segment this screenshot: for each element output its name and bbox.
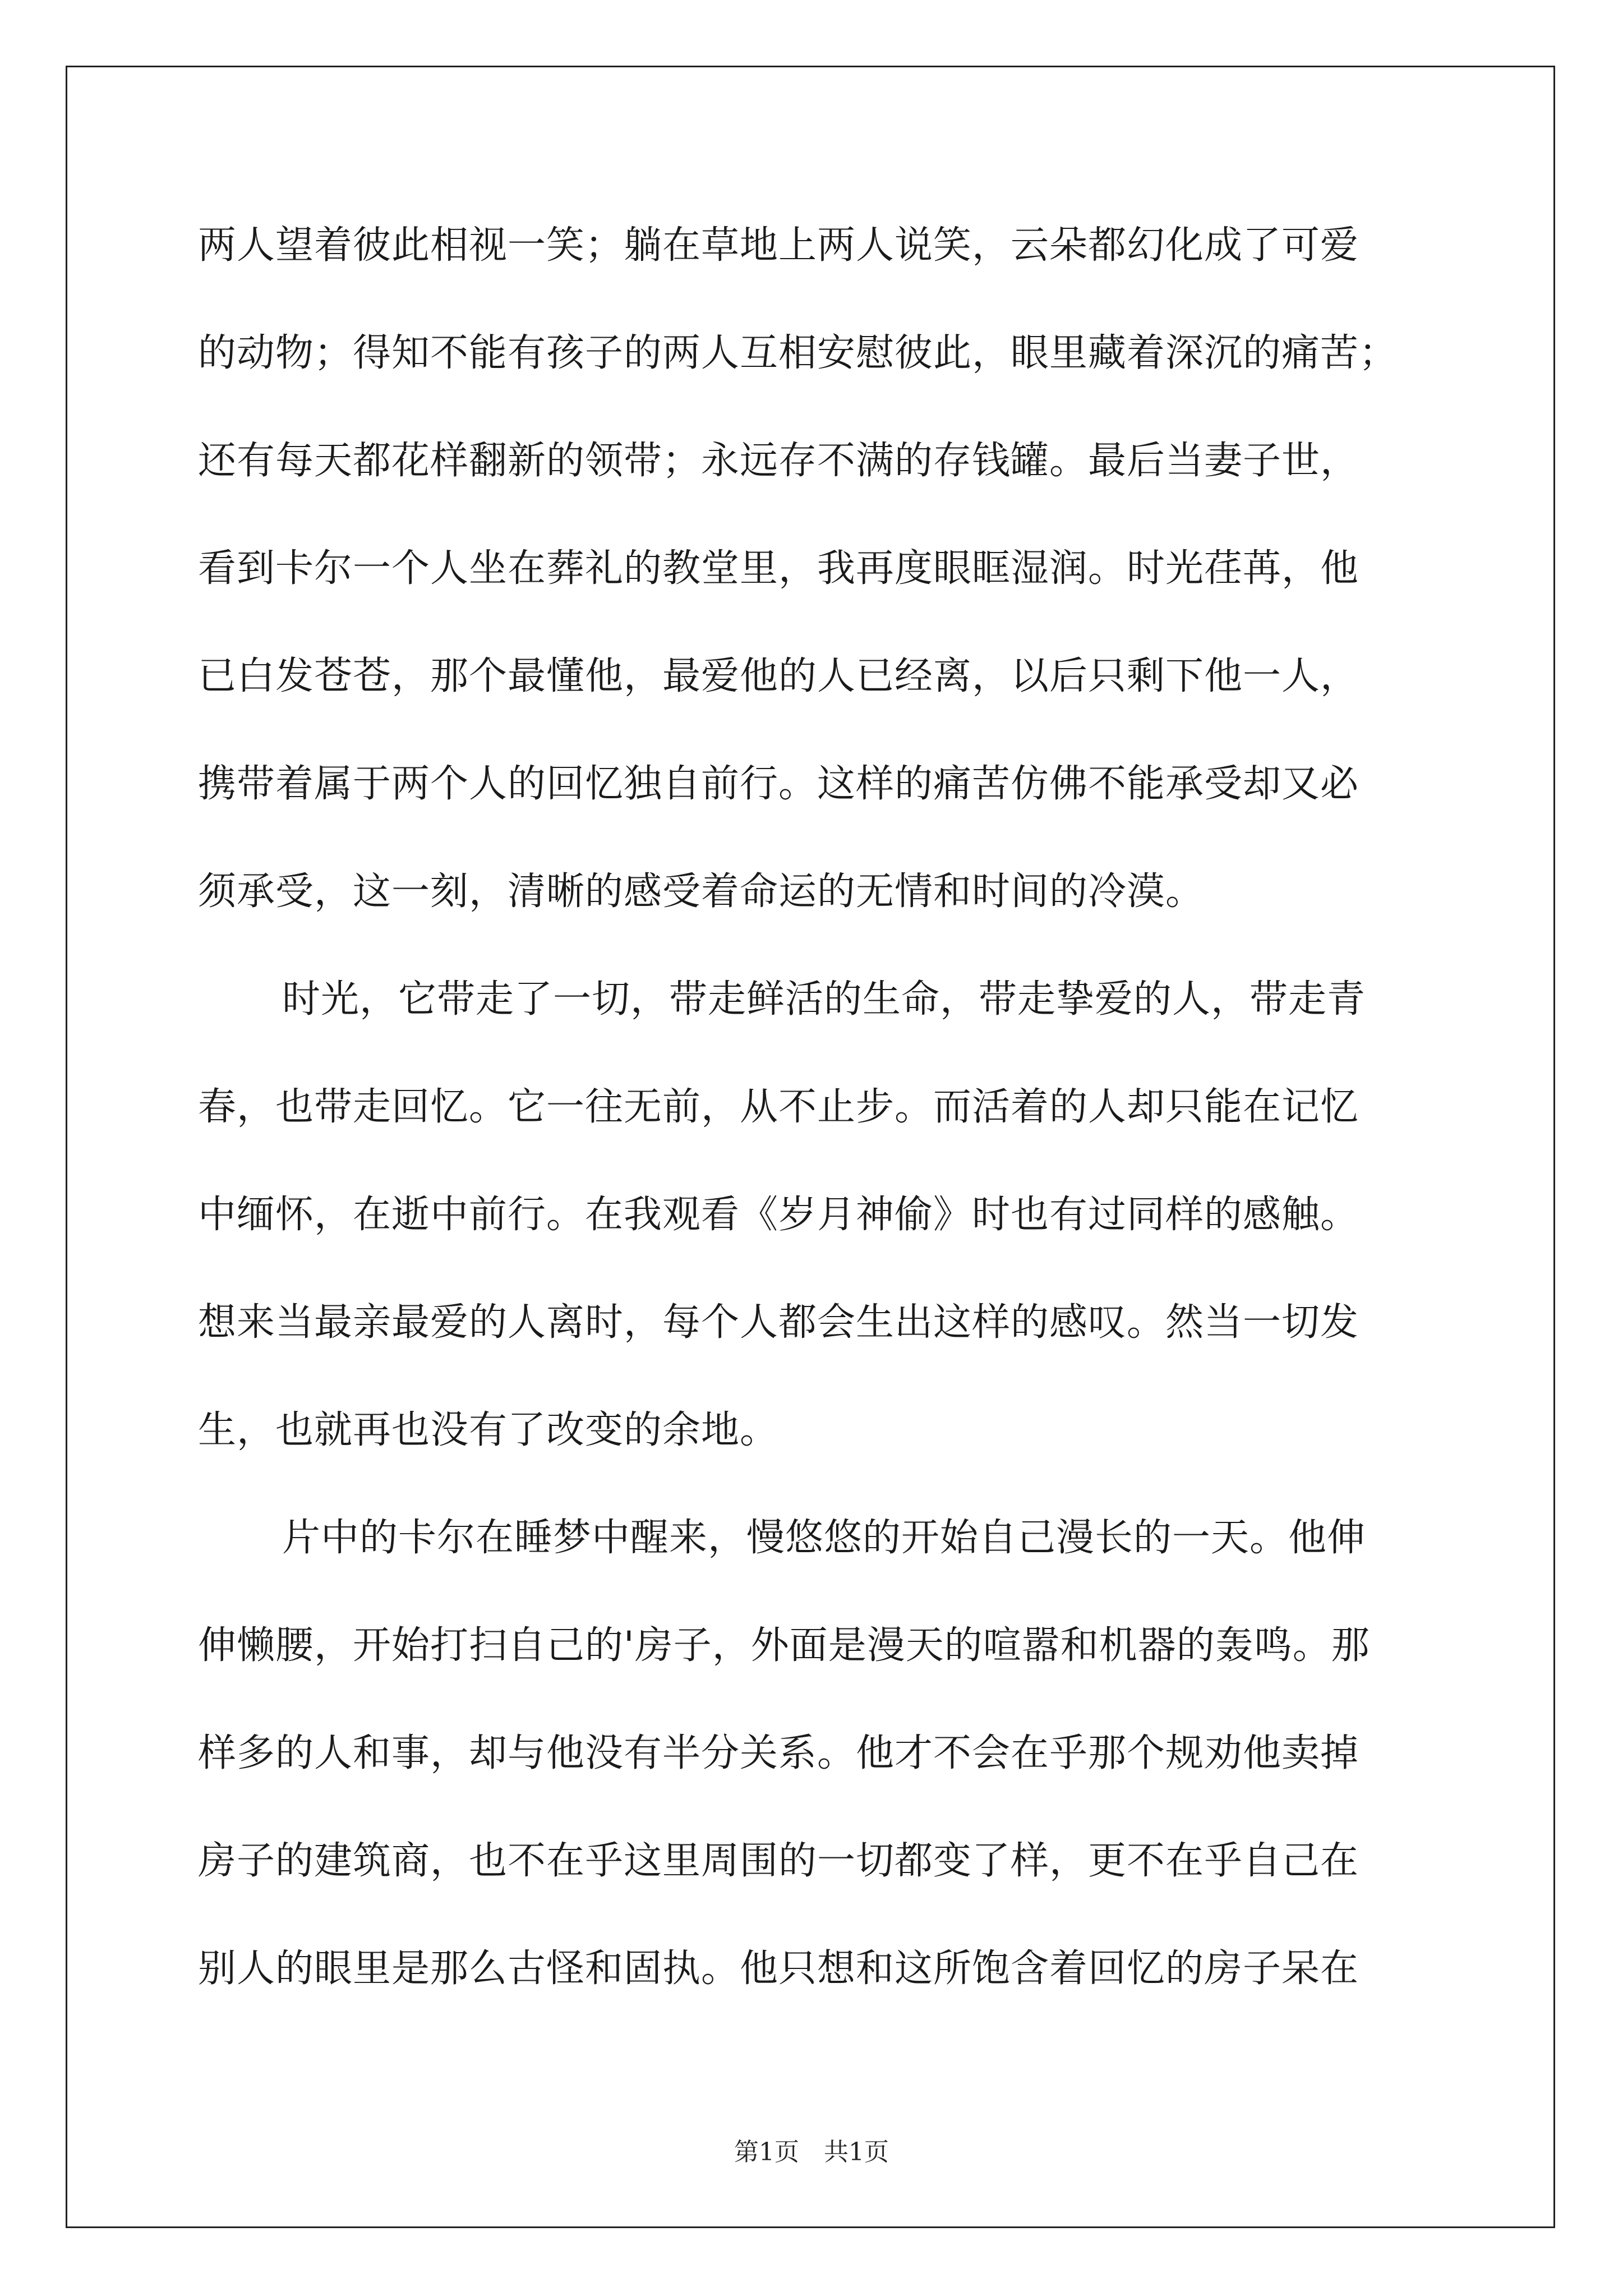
text-line: 已白发苍苍，那个最懂他，最爱他的人已经离，以后只剩下他一人，	[198, 654, 1359, 698]
text-line: 还有每天都花样翻新的领带；永远存不满的存钱罐。最后当妻子世，	[198, 439, 1359, 483]
text-line: 的动物；得知不能有孩子的两人互相安慰彼此，眼里藏着深沉的痛苦；	[198, 331, 1398, 375]
text-line: 片中的卡尔在睡梦中醒来，慢悠悠的开始自己漫长的一天。他伸	[282, 1516, 1366, 1560]
text-line: 别人的眼里是那么古怪和固执。他只想和这所饱含着回忆的房子呆在	[198, 1947, 1359, 1991]
page-footer	[0, 2132, 1623, 2168]
document-body	[198, 212, 1426, 2043]
text-line: 两人望着彼此相视一笑；躺在草地上两人说笑，云朵都幻化成了可爱	[198, 223, 1359, 268]
text-line: 看到卡尔一个人坐在葬礼的教堂里，我再度眼眶湿润。时光荏苒，他	[198, 546, 1359, 591]
text-line: 时光，它带走了一切，带走鲜活的生命，带走挚爱的人，带走青	[282, 977, 1366, 1022]
page-number-label: 第1页 共1页	[734, 2138, 889, 2166]
text-line: 样多的人和事，却与他没有半分关系。他才不会在乎那个规劝他卖掉	[198, 1731, 1359, 1775]
text-line: 携带着属于两个人的回忆独自前行。这样的痛苦仿佛不能承受却又必	[198, 762, 1359, 806]
text-line: 生，也就再也没有了改变的余地。	[198, 1408, 779, 1452]
text-line: 中缅怀，在逝中前行。在我观看《岁月神偷》时也有过同样的感触。	[198, 1193, 1359, 1237]
text-line: 房子的建筑商，也不在乎这里周围的一切都变了样，更不在乎自己在	[198, 1839, 1359, 1883]
text-line: 春，也带走回忆。它一往无前，从不止步。而活着的人却只能在记忆	[198, 1085, 1359, 1129]
text-line: 须承受，这一刻，清晰的感受着命运的无情和时间的冷漠。	[198, 869, 1205, 914]
text-line: 伸懒腰，开始打扫自己的'房子，外面是漫天的喧嚣和机器的轰鸣。那	[198, 1623, 1370, 1668]
text-line: 想来当最亲最爱的人离时，每个人都会生出这样的感叹。然当一切发	[198, 1300, 1359, 1345]
